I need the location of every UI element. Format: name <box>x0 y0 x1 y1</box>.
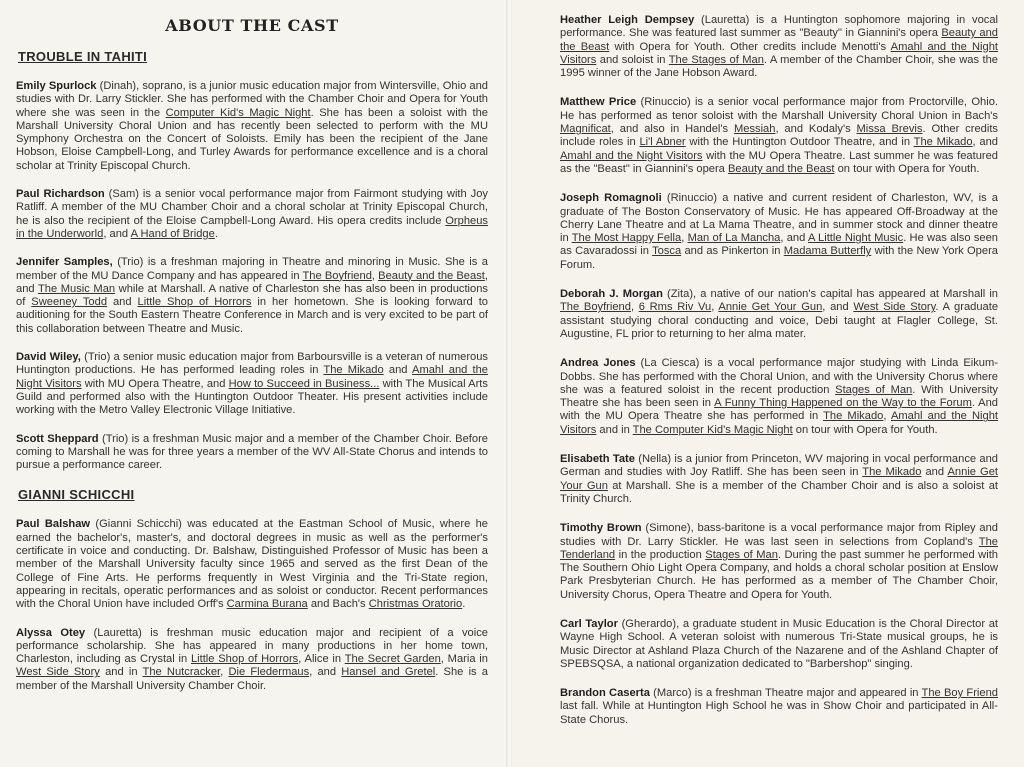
cast-bio: Paul Richardson (Sam) is a senior vocal performance major from Fairmont studying with Joy Ratliff. A member of the MU Chamber Choir and a choral scholar at Trinity Episcopal Church, he is also the recipient of the Eloise Campbell-Long Award. His opera credits include Orpheus in the Underworld, and A Hand of Bridge. <box>16 188 488 240</box>
cast-member-name: Elisabeth Tate <box>560 453 635 466</box>
cast-bio: Andrea Jones (La Ciesca) is a vocal performance major studying with Linda Eikum-Dobbs. She has performed with the Choral Union, and with the University Chorus where she was a featured soloist in the recent production Stages of Man. With University Theatre she has been seen in A Funny Thing Happened on the Way to the Forum. And with the MU Opera Theatre she has performed in The Mikado, Amahl and the Night Visitors and in The Computer Kid's Magic Night on tour with Opera for Youth. <box>560 357 999 436</box>
production-title: Beauty and the Beast <box>560 27 998 53</box>
production-title: The Computer Kid's Magic Night <box>632 423 793 436</box>
production-title: The Secret Garden <box>344 653 441 666</box>
production-title: Little Shop of Horrors <box>137 296 252 309</box>
production-title: Annie Get Your Gun <box>718 301 823 314</box>
cast-member-name: Paul Richardson <box>16 188 105 201</box>
production-title: Die Fledermaus <box>228 666 310 679</box>
cast-member-name: Joseph Romagnoli <box>560 192 662 205</box>
production-title: The Boy Friend <box>921 687 998 700</box>
cast-member-name: Andrea Jones <box>560 357 636 370</box>
production-title: Beauty and the Beast <box>378 269 485 282</box>
production-title: The Stages of Man <box>668 53 764 66</box>
production-title: How to Succeed in Business... <box>228 377 380 390</box>
production-title: 6 Rms Riv Vu <box>638 301 712 314</box>
production-title: Amahl and the Night Visitors <box>560 149 703 162</box>
production-title: The Boyfriend <box>302 269 372 282</box>
production-title: Little Shop of Horrors <box>190 653 299 666</box>
cast-member-name: Carl Taylor <box>560 617 618 630</box>
left-page <box>0 0 508 767</box>
production-title: A Hand of Bridge <box>130 227 215 240</box>
cast-member-name: Deborah J. Morgan <box>560 288 663 301</box>
production-title: West Side Story <box>16 666 100 679</box>
production-title: Orpheus in the Underworld <box>16 214 488 240</box>
cast-bio: Deborah J. Morgan (Zita), a native of our nation's capital has appeared at Marshall in The Boyfriend, 6 Rms Riv Vu, Annie Get Your Gun, and West Side Story. A graduate assistant studying choral conducting and voice, Debi taught at Flagler College, St. Augustine, FL prior to returning to her alma mater. <box>560 288 999 340</box>
cast-bio: Brandon Caserta (Marco) is a freshman Theatre major and appeared in The Boy Friend last fall. While at Huntington High School he was in Show Choir and participated in All-State Chorus. <box>560 687 998 726</box>
production-title: A Little Night Music <box>807 232 904 245</box>
section-heading: TROUBLE IN TAHITI <box>18 49 148 64</box>
cast-bio: Matthew Price (Rinuccio) is a senior vocal performance major from Proctorville, Ohio. He has performed as tenor soloist with the Marshall University Choral Union in Bach's Magnificat, and also in Handel's Messiah, and Kodaly's Missa Brevis. Other credits include roles in Li'l Abner with the Huntington Outdoor Theatre, and in The Mikado, and Amahl and the Night Visitors with the MU Opera Theatre. Last summer he was featured as the "Beast" in Giannini's opera Beauty and the Beast on tour with Opera for Youth. <box>560 96 999 175</box>
production-title: Amahl and the Night Visitors <box>16 364 488 390</box>
production-title: The Tenderland <box>560 535 998 561</box>
production-title: Carmina Burana <box>226 598 308 611</box>
production-title: A Funny Thing Happened on the Way to the Forum <box>714 397 972 410</box>
production-title: Man of La Mancha <box>687 232 781 245</box>
cast-bio: Joseph Romagnoli (Rinuccio) a native and current resident of Charleston, WV, is a graduate of The Boston Conservatory of Music. He has appeared Off-Broadway at the Cherry Lane Theatre and at La Mama Theatre, and in summer stock and dinner theatre in The Most Happy Fella, Man of La Mancha, and A Little Night Music. He was also seen as Cavaradossi in Tosca and as Pinkerton in Madama Butterfly with the New York Opera Forum. <box>560 192 998 271</box>
right-page-content <box>560 14 998 727</box>
production-title: Computer Kid's Magic Night <box>165 106 311 119</box>
section-heading: GIANNI SCHICCHI <box>18 487 135 503</box>
production-title: Annie Get Your Gun <box>560 466 998 492</box>
production-title: The Mikado <box>823 410 884 423</box>
cast-member-name: Brandon Caserta <box>560 687 650 700</box>
cast-bio: Elisabeth Tate (Nella) is a junior from Princeton, WV majoring in vocal performance and German and studies with Joy Ratliff. She has been seen in The Mikado and Annie Get Your Gun at Marshall. She is a member of the Chamber Choir and is also a soloist at Trinity Church. <box>560 453 998 505</box>
production-title: Beauty and the Beast <box>727 162 835 175</box>
cast-bio: Carl Taylor (Gherardo), a graduate student in Music Education is the Choral Director at Wayne High School. A veteran soloist with numerous Tri-State musical groups, he is Music Director at Ashland Plaza Church of the Nazarene and of the Ashland Chapter of SPEBSQSA, a national organization dedicated to "Barbershop" singing. <box>560 617 998 670</box>
production-title: Stages of Man <box>705 548 778 561</box>
cast-member-name: Scott Sheppard <box>16 432 99 445</box>
cast-member-name: David Wiley, <box>16 351 81 364</box>
cast-bio: Timothy Brown (Simone), bass-baritone is a vocal performance major from Ripley and studies with Dr. Larry Stickler. He was last seen in selections from Copland's The Tenderland in the production Stages of Man. During the past summer he performed with The Southern Ohio Light Opera Company, and holds a choral scholar position at Enslow Park Presbyterian Church. He has performed as a member of The Chamber Choir, University Chorus, Opera Theatre and Opera for Youth. <box>560 522 998 601</box>
production-title: Magnificat <box>560 123 611 136</box>
production-title: West Side Story <box>853 301 936 314</box>
cast-bio: Scott Sheppard (Trio) is a freshman Music major and a member of the Chamber Choir. Before coming to Marshall he was for three years a member of the WV All-State Chorus and intends to pursue a performance career. <box>16 432 488 472</box>
production-title: Christmas Oratorio <box>368 598 463 611</box>
cast-member-name: Jennifer Samples, <box>16 256 113 269</box>
production-title: The Most Happy Fella <box>571 232 682 245</box>
production-title: The Boyfriend <box>560 301 631 314</box>
cast-bio: Paul Balshaw (Gianni Schicchi) was educated at the Eastman School of Music, where he earned the bachelor's, master's, and doctoral degrees in music as well as the performer's certificate in voice and conducting. Dr. Balshaw, Distinguished Professor of Music has been a member of the Marshall University faculty since 1965 and served as the first Dean of the College of Fine Arts. He performs frequently in West Virginia and the Tri-State region, appearing in recitals, operatic performances and as soloist or conductor. Recent performances with the Choral Union have included Orff's Carmina Burana and Bach's Christmas Oratorio. <box>16 518 488 611</box>
left-page-content <box>16 49 488 693</box>
cast-bio: Jennifer Samples, (Trio) is a freshman majoring in Theatre and minoring in Music. She is a member of the MU Dance Company and has appeared in The Boyfriend, Beauty and the Beast, and The Music Man while at Marshall. A native of Charleston she has also been in productions of Sweeney Todd and Little Shop of Horrors in her hometown. She is looking forward to auditioning for the South Eastern Theatre Conference in March and is very excited to be part of this collaboration between Theatre and Music. <box>16 256 488 335</box>
production-title: The Nutcracker <box>142 666 221 679</box>
production-title: The Mikado <box>913 136 973 149</box>
production-title: Sweeney Todd <box>31 296 108 309</box>
page-heading: ABOUT THE CAST <box>165 16 339 35</box>
production-title: Hansel and Gretel <box>341 666 436 679</box>
production-title: Messiah <box>733 123 776 136</box>
production-title: The Mikado <box>862 466 922 479</box>
cast-bio: Alyssa Otey (Lauretta) is freshman music education major and recipient of a voice performance scholarship. She has appeared in many productions in her home town, Charleston, including as Crystal in Little Shop of Horrors, Alice in The Secret Garden, Maria in West Side Story and in The Nutcracker, Die Fledermaus, and Hansel and Gretel. She is a member of the Marshall University Chamber Choir. <box>16 626 489 692</box>
production-title: Stages of Man <box>835 383 913 396</box>
cast-member-name: Paul Balshaw <box>16 518 91 531</box>
cast-bio: David Wiley, (Trio) a senior music education major from Barboursville is a veteran of numerous Huntington productions. He has performed leading roles in The Mikado and Amahl and the Night Visitors with MU Opera Theatre, and How to Succeed in Business... with The Musical Arts Guild and performed also with the Huntington Outdoor Theater. His present activities include working with the Metro Valley Electronic Village Initiative. <box>16 351 488 417</box>
cast-bio: Emily Spurlock (Dinah), soprano, is a junior music education major from Wintersville, Ohio and studies with Dr. Larry Stickler. She has performed with the Chamber Choir and Opera for Youth where she was seen in the Computer Kid's Magic Night. She has been a soloist with the Marshall University Choral Union and has recently been selected to perform with the MU Symphony Orchestra on the Concert of Soloists. Emily has been the recipient of the Jane Hobson, Eloise Campbell-Long, and Turley Awards for performance excellence and is a choral scholar at Trinity Episcopal Church. <box>16 80 488 172</box>
production-title: Tosca <box>652 245 682 258</box>
production-title: Li'l Abner <box>639 136 686 149</box>
production-title: Missa Brevis <box>856 123 923 136</box>
cast-member-name: Timothy Brown <box>560 522 642 535</box>
production-title: The Mikado <box>323 364 384 377</box>
cast-member-name: Matthew Price <box>560 96 637 109</box>
production-title: Amahl and the Night Visitors <box>560 410 998 436</box>
cast-member-name: Emily Spurlock <box>16 80 97 92</box>
production-title: Amahl and the Night Visitors <box>560 40 999 66</box>
cast-member-name: Alyssa Otey <box>16 626 86 639</box>
right-page <box>512 0 1024 767</box>
production-title: The Music Man <box>37 282 116 295</box>
cast-member-name: Heather Leigh Dempsey <box>560 14 695 26</box>
production-title: Madama Butterfly <box>783 245 872 258</box>
cast-bio: Heather Leigh Dempsey (Lauretta) is a Huntington sophomore majoring in vocal performance. She was featured last summer as "Beauty" in Giannini's opera Beauty and the Beast with Opera for Youth. Other credits include Menotti's Amahl and the Night Visitors and soloist in The Stages of Man. A member of the Chamber Choir, she was the 1995 winner of the Jane Hobson Award. <box>560 14 999 80</box>
